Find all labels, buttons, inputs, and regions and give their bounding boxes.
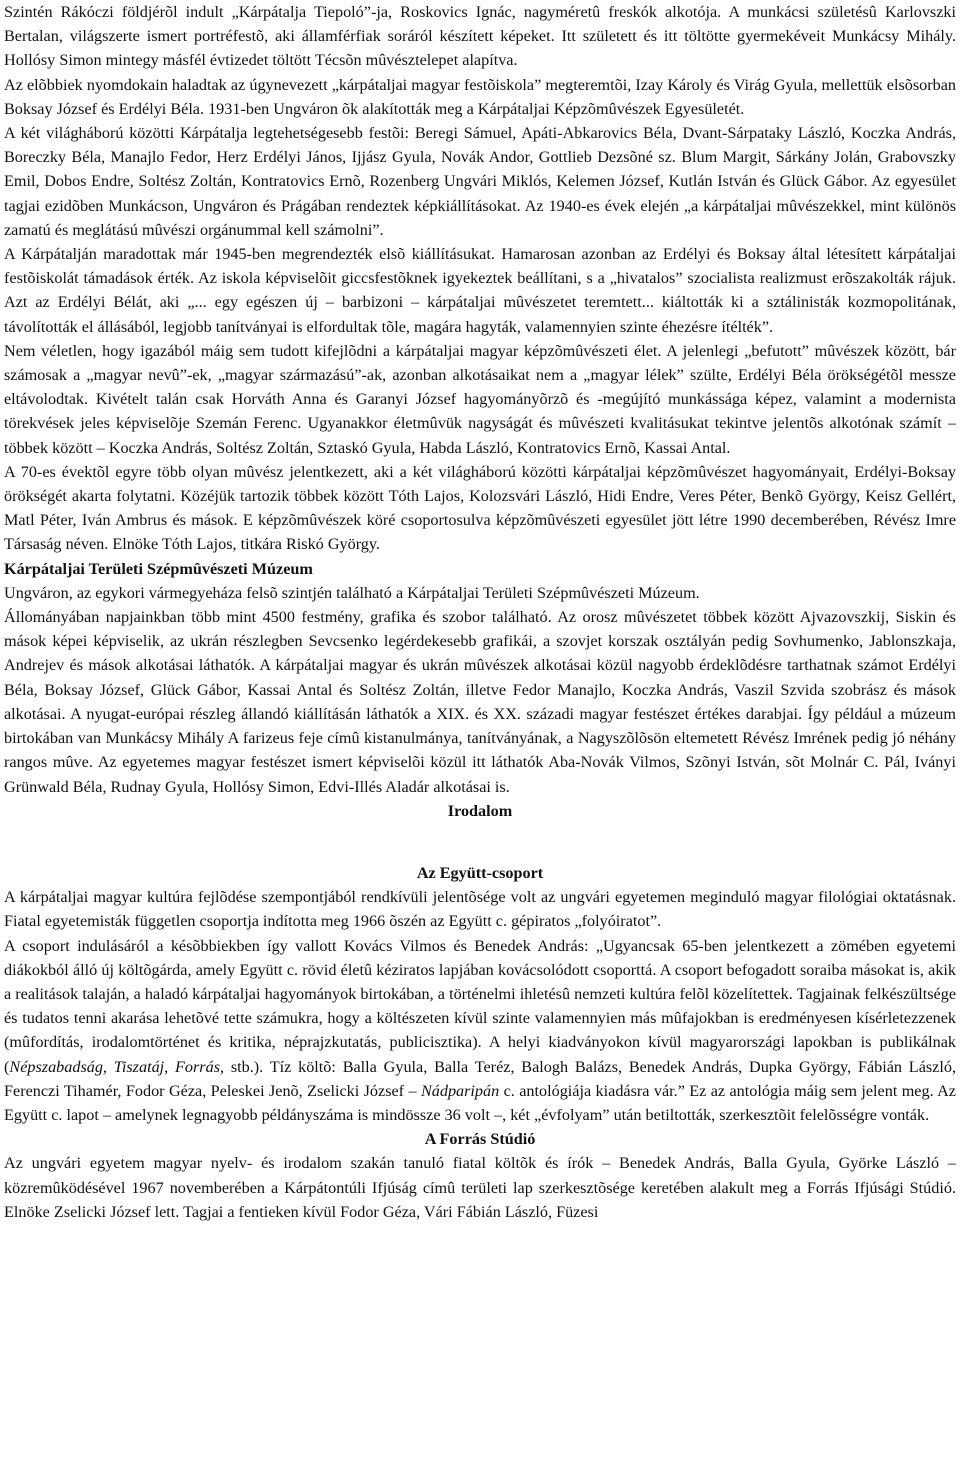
- egyutt-p2-publications: Népszabadság, Tiszatáj, Forrás: [9, 1057, 220, 1076]
- paragraph-festoiskola: Az elõbbiek nyomdokain haladtak az úgynevezett „kárpátaljai magyar festõiskola” megteremtõi, Izay Károly és Virág Gyula, mellettük elsõsorban Boksay József és Erdélyi Béla. 1931-ben Ungváron õk alakították meg a Kárpátaljai Képzõmûvészek Egyesületét.: [4, 75, 956, 118]
- intro-section: [4, 0, 956, 557]
- forras-paragraph-1: Az ungvári egyetem magyar nyelv- és irodalom szakán tanuló fiatal költõk és írók – Benedek András, Balla Gyula, Györke László – közremûködésével 1967 novemberében a Kárpátontúli Ifjúság címû területi lap szerkesztõsége keretében alakult meg a Forrás Ifjúsági Stúdió. Elnöke Zselicki József lett. Tagjai a fentieken kívül Fodor Géza, Vári Fábián László, Füzesi: [4, 1154, 956, 1221]
- egyutt-p2-anthology-title: Nádparipán: [420, 1081, 500, 1100]
- paragraph-1945: A Kárpátalján maradottak már 1945-ben megrendezték elsõ kiállításukat. Hamarosan azonban az Erdélyi és Boksay által létesített kárpátaljai festõiskolát támadások érték. Az iskola képviselõit giccsfestõknek igyekeztek beállítani, s a „hivatalos” szocialista realizmust erõszakolták rájuk. Azt az Erdélyi Bélát, aki „... egy egészen új – barbizoni – kárpátaljai mûvészetet teremtett... kiáltották ki a sztálinisták kozmopolitának, távolították el állásából, legjobb tanítványai is elfordultak tõle, magára hagyták, valamennyien szinte éhezésre ítélték”.: [4, 245, 956, 336]
- egyutt-p2-text-c: c. antológiája kiadásra vár.” Ez az antológia máig sem jelent meg. Az Együtt c. lapot – amelynek legnagyobb példányszáma is mindössze 36 volt –, két „évfolyam” után betiltották, szerkesztõit felelõsségre vonták.: [4, 1081, 956, 1124]
- forras-section: [4, 1127, 956, 1224]
- museum-section: [4, 557, 956, 799]
- egyutt-p2-text-a: A csoport indulásáról a késõbbiekben így vallott Kovács Vilmos és Benedek András: „Ugyancsak 65-ben jelentkezett a zömében egyetemi diákokból álló új költõgárda, amely Együtt c. rövid életû kéziratos lapjában kovácsolódott csoporttá. A csoport befogadott soraiba másokat is, akik a realitások talaján, a haladó kárpátaljai hagyományok birtokában, a történelmi ihletésû nemzeti kultúra felõl közelítettek. Tagjainak felkészültsége és tudatos tenni akarása lehetõvé tette számukra, hogy a költészeten kívül szinte valamennyien más mûfajokban is eredményesen kísérletezzenek (mûfordítás, irodalomtörténet és kritika, néprajzkutatás, publicisztika). A helyi kiadványokon kívül magyarországi lapokban is publikálnak (: [4, 936, 956, 1076]
- museum-location-paragraph: Ungváron, az egykori vármegyeháza felsõ szintjén található a Kárpátaljai Területi Szépmûvészeti Múzeum.: [4, 583, 700, 602]
- section-spacer: [4, 823, 956, 861]
- egyutt-section: [4, 861, 956, 1127]
- paragraph-roskovics: Szintén Rákóczi földjérõl indult „Kárpátalja Tiepoló”-ja, Roskovics Ignác, nagyméretû freskók alkotója. A munkácsi születésû Karlovszki Bertalan, világszerte ismert portréfestõ, aki államférfiak soráról készített képeket. Itt született és itt töltötte gyermekéveit Munkácsy Mihály. Hollósy Simon mintegy másfél évtizedet töltött Técsõn mûvésztelepet alapítva.: [4, 3, 956, 70]
- paragraph-kepzomuveszeti-elet: Nem véletlen, hogy igazából máig sem tudott kifejlõdni a kárpátaljai magyar képzõmûvészeti élet. A jelenlegi „befutott” mûvészek között, bár számosak a „magyar nevû”-ek, „magyar származású”-ak, azonban alkotásaikat nem a „magyar lélek” szülte, Erdélyi Béla örökségétõl messze eltávolodtak. Kivételt talán csak Horváth Anna és Garanyi József hagyományõrzõ és -megújító munkássága képez, valamint a modernista törekvések jeles képviselõje Szemán Ferenc. Ugyanakkor életmûvük nagyságát és mûvészeti kvalitásukat tekintve jelentõs alkotónak számít – többek között – Koczka András, Soltész Zoltán, Sztaskó Gyula, Habda László, Kontratovics Ernõ, Kassai Antal.: [4, 341, 956, 457]
- forras-heading: A Forrás Stúdió: [424, 1130, 536, 1149]
- paragraph-70-es-evek: A 70-es évektõl egyre több olyan mûvész jelentkezett, aki a két világháború közötti kárpátaljai képzõmûvészet hagyományait, Erdélyi-Boksay örökségét akarta folytatni. Közéjük tartozik többek között Tóth Lajos, Kolozsvári László, Hidi Endre, Veres Péter, Benkõ György, Keisz Gellért, Matl Péter, Iván Ambrus és mások. E képzõmûvészek köré csoportosulva képzõmûvészeti egyesület jött létre 1990 decemberében, Révész Imre Társaság néven. Elnöke Tóth Lajos, titkára Riskó György.: [4, 462, 956, 554]
- paragraph-ket-vilaghaboru: A két világháború közötti Kárpátalja legtehetségesebb festõi: Beregi Sámuel, Apáti-Abkarovics Béla, Dvant-Sárpataky László, Koczka András, Boreczky Béla, Manajlo Fedor, Herz Erdélyi János, Ijjász Gyula, Novák Andor, Gottlieb Dezsõné sz. Blum Margit, Sárkány Jolán, Grabovszky Emil, Dobos Endre, Soltész Zoltán, Kontratovics Ernõ, Rozenberg Ungvári Miklós, Kelemen József, Kutlán István és Glück Gábor. Az egyesület tagjai ezidõben Munkácson, Ungváron és Prágában rendeztek képkiállításokat. Az 1940-es évek elején „a kárpátaljai mûvészekkel, mint különös zamatú és meglátású mûvészi orgánummal kell számolni”.: [4, 124, 956, 239]
- egyutt-heading: Az Együtt-csoport: [416, 863, 544, 882]
- egyutt-p2-text-b: , stb.). Tíz költõ: Balla Gyula, Balla Teréz, Balogh Balázs, Benedek András, Dupka György, Fábián László, Ferenczi Tihamér, Fodor Géza, Peleskei Jenõ, Zselicki József –: [4, 1057, 956, 1100]
- museum-heading: Kárpátaljai Területi Szépmûvészeti Múzeum: [4, 559, 313, 578]
- irodalom-heading: Irodalom: [447, 801, 513, 820]
- museum-collection-paragraph: Állományában napjainkban több mint 4500 festmény, grafika és szobor található. Az orosz mûvészetet többek között Ajvazovszkij, Siskin és mások képei képviselik, az ukrán részlegben Sevcsenko legérdekesebb grafikái, a szovjet korszak osztályán pedig Sovhumenko, Jablonszkaja, Andrejev és mások alkotásai láthatók. A kárpátaljai magyar és ukrán mûvészek alkotásai közül nagyobb érdeklõdésre tarthatnak számot Erdélyi Béla, Boksay József, Glück Gábor, Kassai Antal és Soltész Zoltán, illetve Fedor Manajlo, Koczka András, Vaszil Szvida szobrász és mások alkotásai. A nyugat-európai részleg állandó kiállításán láthatók a XIX. és XX. századi magyar festészet értékes darabjai. Így például a múzeum birtokában van Munkácsy Mihály A farizeus feje címû kistanulmánya, tanítványának, a Nagyszõlõsön eltemetett Révész Imrének pedig jó néhány rangos mûve. Az egyetemes magyar festészet ismert képviselõi közül itt láthatók Aba-Novák Vilmos, Szõnyi István, sõt Molnár C. Pál, Iványi Grünwald Béla, Rudnay Gyula, Hollósy Simon, Edvi-Illés Aladár alkotásai is.: [4, 608, 956, 796]
- egyutt-paragraph-2: [4, 934, 956, 1128]
- egyutt-paragraph-1: A kárpátaljai magyar kultúra fejlõdése szempontjából rendkívüli jelentõsége volt az ungvári egyetemen meginduló magyar filológiai oktatásnak. Fiatal egyetemisták független csoportja indította meg 1966 õszén az Együtt c. gépiratos „folyóiratot”.: [4, 888, 956, 931]
